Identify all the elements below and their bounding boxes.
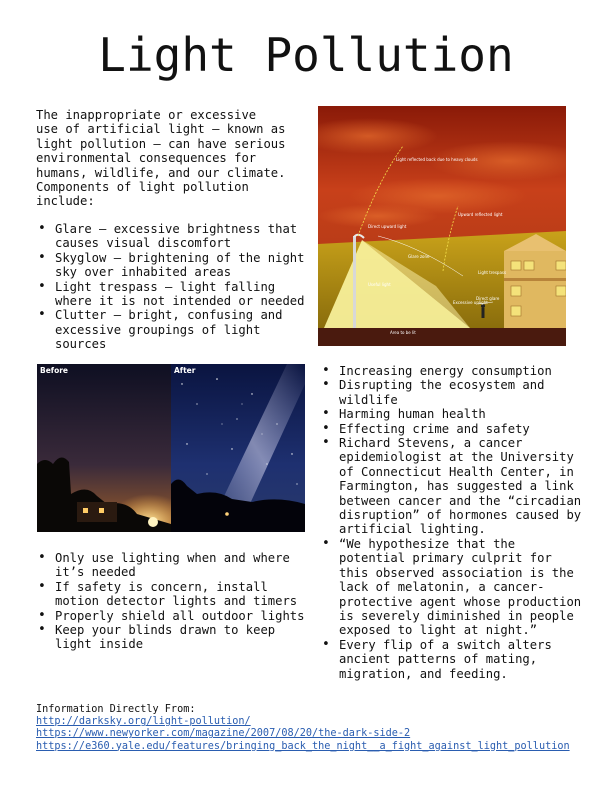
list-item: • “We hypothesize that the potential primary culprit for this observed association is the lack of melatonin, a cancer-protective agent whose production is severely diminished in people exposed to light at night.” <box>320 537 582 638</box>
sources-heading: Information Directly From: <box>36 704 196 715</box>
list-item: • Effecting crime and safety <box>320 422 582 436</box>
label-glare-zone: Glare zone <box>408 254 430 259</box>
light-pollution-diagram <box>318 106 566 346</box>
list-item: • Glare – excessive brightness that causes visual discomfort <box>36 222 312 251</box>
list-item: • Richard Stevens, a cancer epidemiologist at the University of Connecticut Health Center, in Farmington, has suggested a link between cancer and the “circadian disruption” of hormones caused by artificial lighting. <box>320 436 582 537</box>
label-direct-upward: Direct upward light <box>368 224 407 229</box>
effects-list <box>320 364 582 681</box>
components-list <box>36 222 312 352</box>
sources-section <box>36 704 596 753</box>
label-useful-light: Useful light <box>368 282 391 287</box>
after-label: After <box>174 366 196 375</box>
label-reflected-clouds: Light reflected back due to heavy clouds <box>396 157 478 162</box>
source-link[interactable]: https://e360.yale.edu/features/bringing_back_the_night__a_fight_against_light_pollution <box>36 740 570 752</box>
label-area-to-be-lit: Area to be lit <box>390 330 416 335</box>
list-item: • Skyglow – brightening of the night sky over inhabited areas <box>36 251 312 280</box>
label-upward-reflected: Upward reflected light <box>458 212 503 217</box>
source-link[interactable]: https://www.newyorker.com/magazine/2007/08/20/the-dark-side-2 <box>36 728 411 740</box>
solutions-list <box>36 551 312 652</box>
list-item: • Light trespass – light falling where it is not intended or needed <box>36 280 312 309</box>
intro-paragraph: The inappropriate or excessive use of artificial light – known as light pollution – can have serious environmental consequences for humans, wildlife, and our climate. Components of light pollution include: <box>36 108 286 209</box>
page-title: Light Pollution <box>98 28 514 82</box>
list-item: • If safety is concern, install motion detector lights and timers <box>36 580 312 609</box>
list-item: • Increasing energy consumption <box>320 364 582 378</box>
list-item: • Every flip of a switch alters ancient patterns of mating, migration, and feeding. <box>320 638 582 681</box>
label-direct-glare: Direct glare <box>476 296 500 301</box>
list-item: • Harming human health <box>320 407 582 421</box>
source-link[interactable]: http://darksky.org/light-pollution/ <box>36 716 251 728</box>
list-item: • Keep your blinds drawn to keep light inside <box>36 623 312 652</box>
label-excessive-uplight: Excessive uplight <box>453 300 488 305</box>
before-label: Before <box>40 366 69 375</box>
list-item: • Properly shield all outdoor lights <box>36 609 312 623</box>
list-item: • Clutter – bright, confusing and excessive groupings of light sources <box>36 308 312 351</box>
before-after-photos <box>37 364 305 532</box>
list-item: • Disrupting the ecosystem and wildlife <box>320 378 582 407</box>
label-light-trespass: Light trespass <box>478 270 507 275</box>
list-item: • Only use lighting when and where it’s needed <box>36 551 312 580</box>
